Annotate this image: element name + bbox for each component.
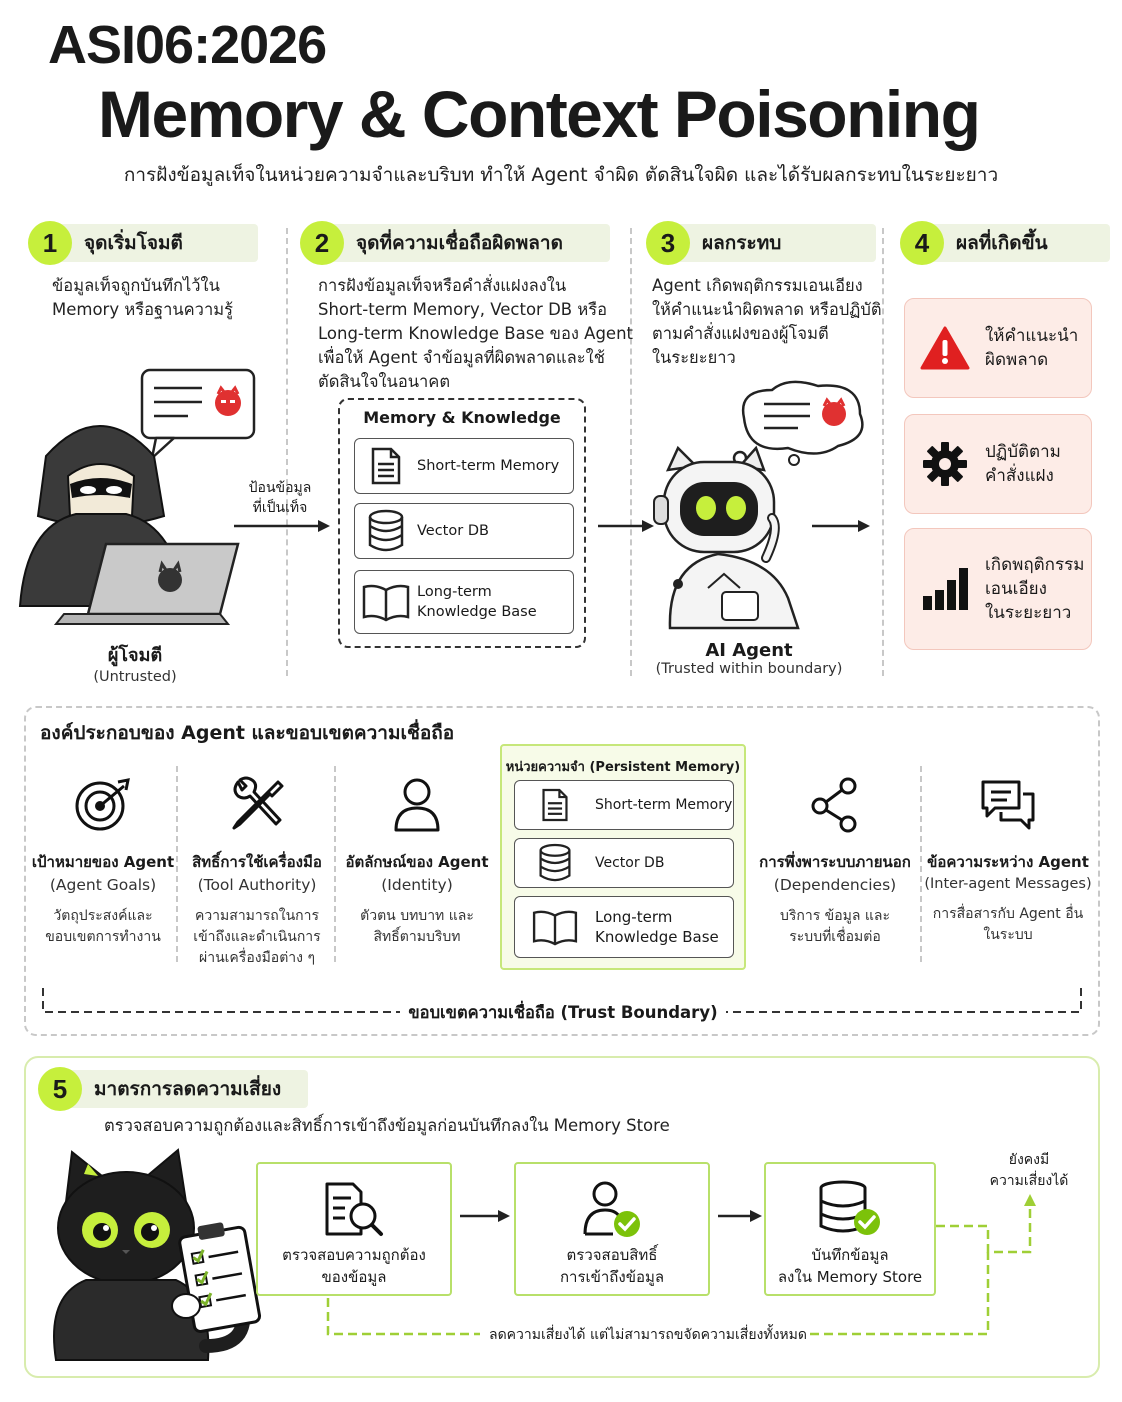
component-identity: อัตลักษณ์ของ Agent (Identity) ตัวตน บทบาท และ สิทธิ์ตามบริบท [342, 770, 492, 948]
mitigation-step-access-check: ตรวจสอบสิทธิ์ การเข้าถึงข้อมูล [514, 1162, 710, 1296]
mitigation-step-store: บันทึกข้อมูล ลงใน Memory Store [764, 1162, 936, 1296]
hooded-attacker-icon [16, 366, 266, 632]
main-title: Memory & Context Poisoning [98, 77, 980, 151]
step-label: ผลกระทบ [676, 224, 876, 262]
residual-risk-connector [320, 1192, 1040, 1342]
result-wrong-advice: ให้คำแนะนำ ผิดพลาด [904, 298, 1092, 398]
separator [286, 228, 288, 676]
step-1-header [28, 222, 258, 264]
memory-knowledge-box [338, 398, 586, 648]
book-icon [355, 582, 417, 622]
code-title: ASI06:2026 [48, 15, 327, 75]
component-dependencies: การพึ่งพาระบบภายนอก (Dependencies) บริการ ข้อมูล และ ระบบที่เชื่อมต่อ [756, 770, 914, 948]
memory-item-short-term: Short-term Memory [514, 780, 734, 830]
components-title: องค์ประกอบของ Agent และขอบเขตความเชื่อถือ [40, 722, 455, 744]
target-icon [30, 770, 176, 840]
step-number: 3 [646, 221, 690, 265]
feed-arrow-label: ป้อนข้อมูล ที่เป็นเท็จ [248, 480, 312, 516]
user-icon [342, 770, 492, 840]
step-label: ผลที่เกิดขึ้น [930, 224, 1110, 262]
residual-risk-label: ยังคงมี ความเสี่ยงได้ [989, 1152, 1069, 1189]
mitigation-description: ตรวจสอบความถูกต้องและสิทธิ์การเข้าถึงข้อมูลก่อนบันทึกลงใน Memory Store [104, 1116, 670, 1135]
result-biased-behavior: เกิดพฤติกรรม เอนเอียง ในระยะยาว [904, 528, 1092, 650]
step-number: 1 [28, 221, 72, 265]
memory-item-vector-db: Vector DB [354, 503, 574, 559]
step-1-description: ข้อมูลเท็จถูกบันทึกไว้ใน Memory หรือฐานความรู้ [52, 276, 233, 319]
document-icon [355, 447, 417, 485]
memory-item-knowledge-base: Long-term Knowledge Base [514, 896, 734, 958]
agent-caption: AI Agent (Trusted within boundary) [655, 640, 843, 677]
step-number: 2 [300, 221, 344, 265]
step-2-header [300, 222, 610, 264]
gear-icon [905, 441, 985, 487]
component-agent-goals: เป้าหมายของ Agent (Agent Goals) วัตถุประสงค์และ ขอบเขตการทำงาน [30, 770, 176, 948]
separator [920, 766, 922, 962]
memory-item-knowledge-base: Long-term Knowledge Base [354, 570, 574, 634]
bar-chart-icon [905, 566, 985, 612]
arrow-right-icon [810, 518, 874, 534]
chat-icon [924, 770, 1092, 840]
separator [882, 228, 884, 676]
step-number: 4 [900, 221, 944, 265]
mitigation-bottom-note: ลดความเสี่ยงได้ แต่ไม่สามารถขจัดความเสี่ยงทั้งหมด [486, 1324, 810, 1346]
step-4-header [900, 222, 1110, 264]
step-label: จุดที่ความเชื่อถือผิดพลาด [330, 224, 610, 262]
memory-item-vector-db: Vector DB [514, 838, 734, 888]
separator [334, 766, 336, 962]
step-5-header [38, 1068, 308, 1110]
database-icon [355, 509, 417, 553]
persistent-memory-box [500, 744, 746, 970]
mitigation-step-validate: ตรวจสอบความถูกต้อง ของข้อมูล [256, 1162, 452, 1296]
memory-box-title: Memory & Knowledge [363, 408, 561, 427]
component-inter-agent-messages: ข้อความระหว่าง Agent (Inter-agent Messages) การสื่อสารกับ Agent อื่น ในระบบ [924, 770, 1092, 946]
memory-item-short-term: Short-term Memory [354, 438, 574, 494]
result-hidden-command: ปฏิบัติตาม คำสั่งแฝง [904, 414, 1092, 514]
step-2-description: การฝังข้อมูลเท็จหรือคำสั่งแฝงลงใน Short-term Memory, Vector DB หรือ Long-term Knowledge Base ของ Agent เพื่อให้ Agent จำข้อมูลที่ผิดพลาดและใช้ ตัดสินใจในอนาคต [318, 276, 634, 391]
separator [176, 766, 178, 962]
step-3-header [646, 222, 876, 264]
book-icon [515, 908, 595, 946]
step-number: 5 [38, 1067, 82, 1111]
subtitle: การฝังข้อมูลเท็จในหน่วยความจำและบริบท ทำให้ Agent จำผิด ตัดสินใจผิด และได้รับผลกระทบในระยะยาว [123, 164, 999, 186]
document-icon [515, 788, 595, 822]
share-icon [756, 770, 914, 840]
tools-icon [184, 770, 330, 840]
database-icon [515, 843, 595, 883]
step-label: มาตรการลดความเสี่ยง [68, 1070, 308, 1108]
component-tool-authority: สิทธิ์การใช้เครื่องมือ (Tool Authority) ความสามารถในการ เข้าถึงและดำเนินการ ผ่านเครื่องมือต่าง ๆ [184, 770, 330, 969]
trust-boundary-label: ขอบเขตความเชื่อถือ (Trust Boundary) [400, 1000, 726, 1026]
persistent-memory-title: หน่วยความจำ (Persistent Memory) [505, 760, 741, 775]
ai-agent-robot-icon [648, 378, 870, 634]
attacker-caption: ผู้โจมตี (Untrusted) [93, 645, 177, 685]
step-3-description: Agent เกิดพฤติกรรมเอนเอียง ให้คำแนะนำผิดพลาด หรือปฏิบัติ ตามคำสั่งแฝงของผู้โจมตี ในระยะยาว [652, 276, 882, 367]
warning-icon [905, 326, 985, 370]
arrow-right-icon [232, 518, 332, 534]
cat-mascot-clipboard-icon [36, 1146, 262, 1364]
step-label: จุดเริ่มโจมตี [58, 224, 258, 262]
